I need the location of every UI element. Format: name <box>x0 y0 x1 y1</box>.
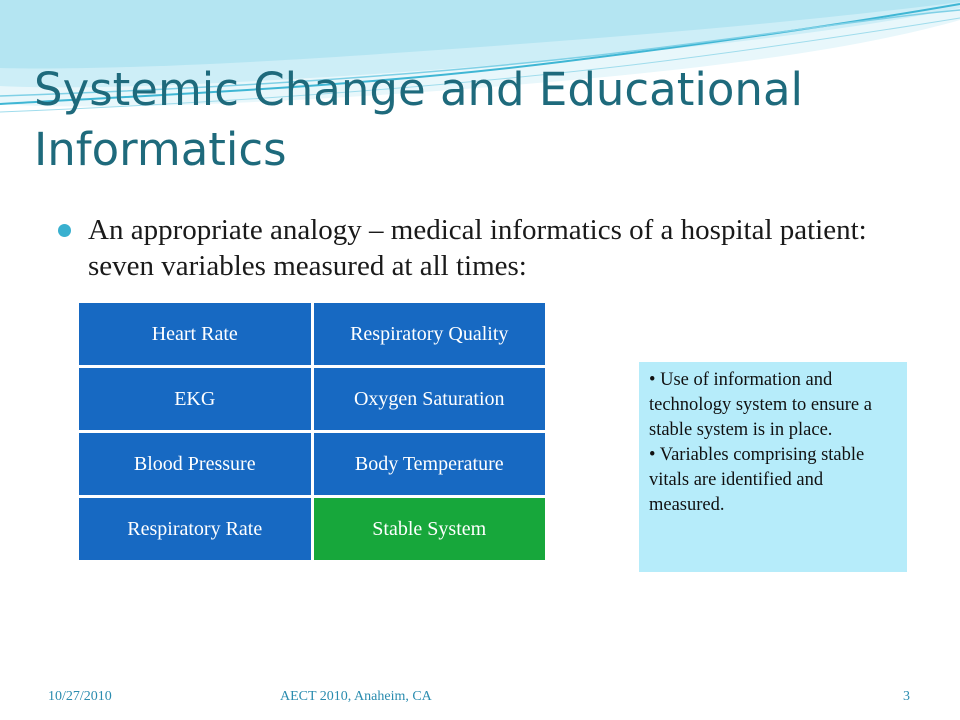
note-item: • Variables comprising stable vitals are identified and measured. <box>649 445 865 515</box>
footer-event: AECT 2010, Anaheim, CA <box>280 689 432 704</box>
grid-cell-respiratory-rate: Respiratory Rate <box>79 498 311 560</box>
bullet-dot-icon <box>58 224 71 237</box>
grid-cell-heart-rate: Heart Rate <box>79 303 311 365</box>
grid-cell-stable-system: Stable System <box>314 498 546 560</box>
note-box <box>639 362 907 572</box>
slide-title: Systemic Change and Educational Informatics <box>34 63 804 176</box>
grid-cell-oxygen-saturation: Oxygen Saturation <box>314 368 546 430</box>
vitals-grid <box>79 303 545 560</box>
bullet-text: An appropriate analogy – medical informatics of a hospital patient: seven variables measured at all times: <box>88 214 867 282</box>
grid-cell-ekg: EKG <box>79 368 311 430</box>
note-item: • Use of information and technology system to ensure a stable system is in place. <box>649 370 872 440</box>
footer-page-number: 3 <box>903 689 910 704</box>
grid-cell-respiratory-quality: Respiratory Quality <box>314 303 546 365</box>
grid-cell-body-temperature: Body Temperature <box>314 433 546 495</box>
grid-cell-blood-pressure: Blood Pressure <box>79 433 311 495</box>
footer-date: 10/27/2010 <box>48 689 112 704</box>
